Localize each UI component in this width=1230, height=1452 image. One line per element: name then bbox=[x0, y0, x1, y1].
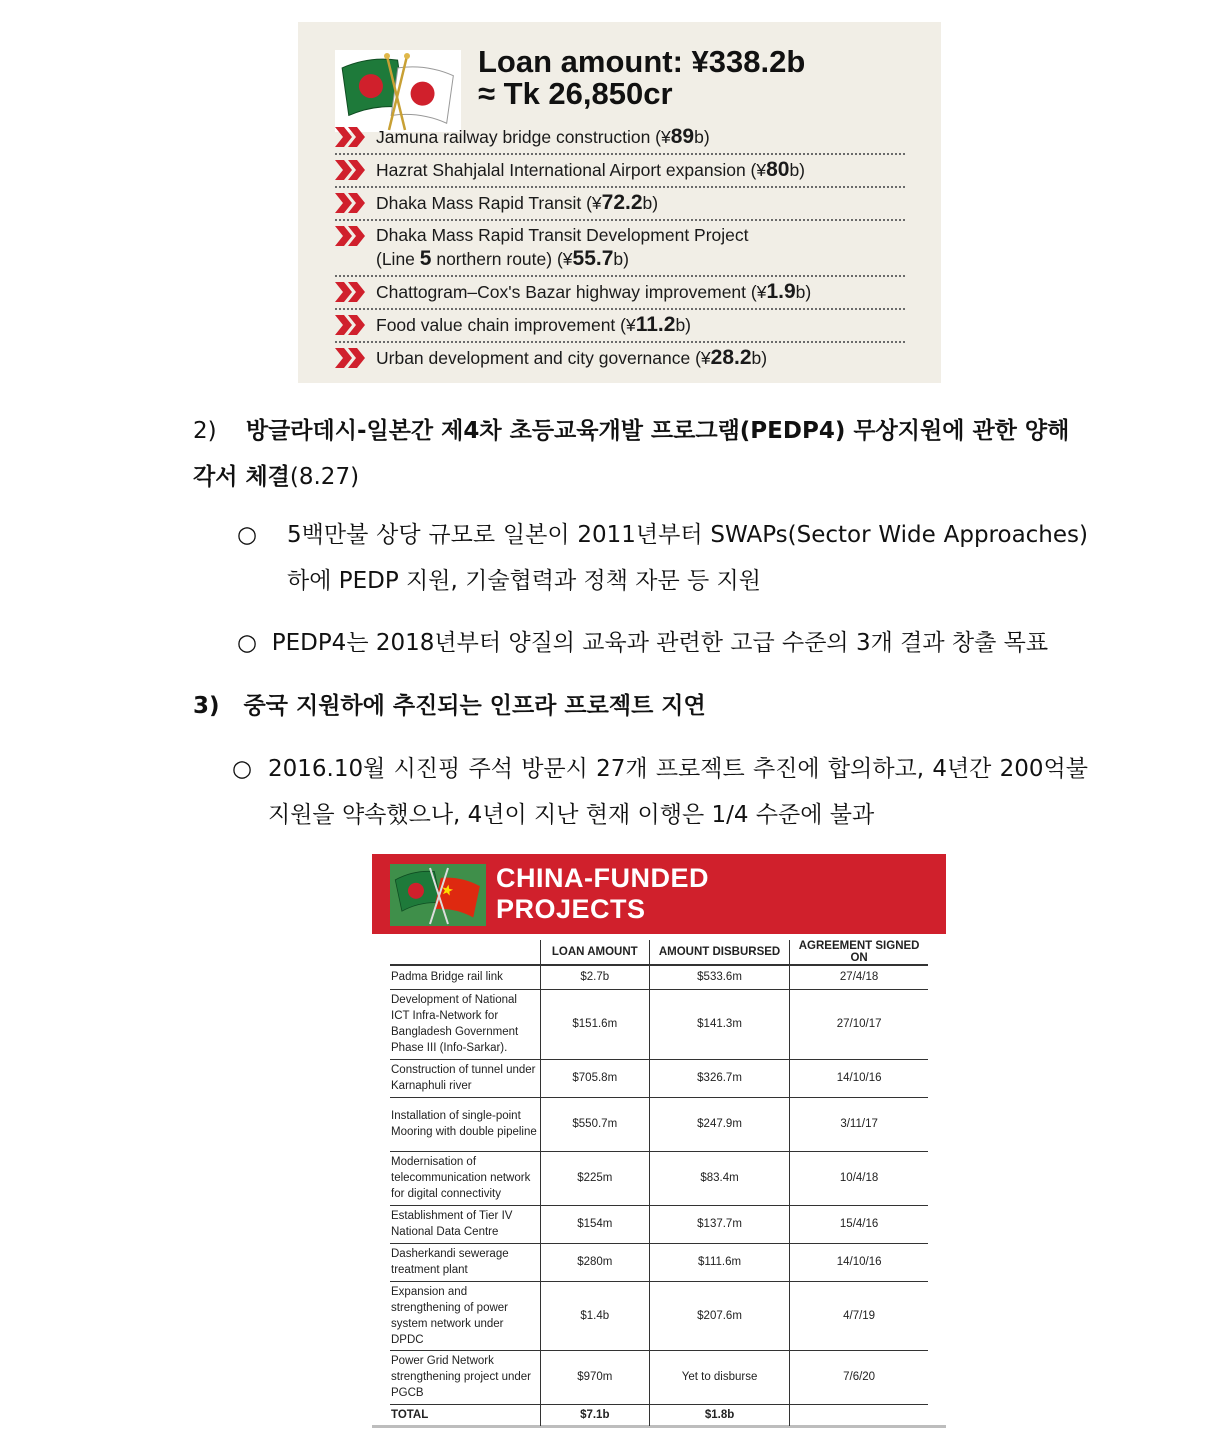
loan-item-label: Food value chain improvement (¥ bbox=[376, 315, 636, 335]
table-row bbox=[390, 1151, 928, 1205]
agreement-signed: 27/4/18 bbox=[790, 965, 928, 989]
chevron-right-icon bbox=[335, 315, 369, 335]
loan-project-list bbox=[335, 122, 905, 374]
list-item bbox=[335, 277, 905, 310]
section-date: (8.27) bbox=[289, 464, 360, 490]
amount-disbursed: $207.6m bbox=[649, 1281, 789, 1350]
bullet-text: 5백만불 상당 규모로 일본이 2011년부터 SWAPs(Sector Wide Approaches)하에 PEDP 지원, 기술협력과 정책 자문 등 지원 bbox=[287, 522, 1088, 594]
project-name: Modernisation of telecommunication network for digital connectivity bbox=[390, 1151, 540, 1205]
table-row bbox=[390, 1350, 928, 1404]
column-header-loan-amount: LOAN AMOUNT bbox=[540, 940, 649, 965]
agreement-signed: 14/10/16 bbox=[790, 1059, 928, 1097]
list-item bbox=[335, 155, 905, 188]
loan-item-unit: b) bbox=[694, 127, 710, 147]
amount-disbursed: $247.9m bbox=[649, 1097, 789, 1151]
loan-item-label: Jamuna railway bridge construction (¥ bbox=[376, 127, 671, 147]
table-total-row bbox=[390, 1404, 928, 1426]
china-funded-projects-infographic bbox=[372, 854, 946, 1428]
table-row bbox=[390, 965, 928, 989]
loan-item-amount: 80 bbox=[766, 158, 790, 181]
agreement-signed: 7/6/20 bbox=[790, 1350, 928, 1404]
project-name: Expansion and strengthening of power system network under DPDC bbox=[390, 1281, 540, 1350]
total-loan-amount: $7.1b bbox=[540, 1404, 649, 1426]
agreement-signed: 4/7/19 bbox=[790, 1281, 928, 1350]
amount-disbursed: $83.4m bbox=[649, 1151, 789, 1205]
chevron-right-icon bbox=[335, 160, 369, 180]
section-title: 방글라데시-일본간 제4차 초등교육개발 프로그램(PEDP4) 무상지원에 관한 양해각서 체결 bbox=[193, 418, 1070, 490]
loan-item-label-mid: northern route) (¥ bbox=[431, 249, 573, 269]
chevron-right-icon bbox=[335, 193, 369, 213]
list-item bbox=[335, 343, 905, 374]
loan-item-amount: 89 bbox=[670, 125, 695, 148]
loan-item-amount: 28.2 bbox=[710, 346, 752, 369]
section-2-heading bbox=[193, 408, 1088, 500]
project-name: Establishment of Tier IV National Data Centre bbox=[390, 1205, 540, 1243]
china-title bbox=[496, 863, 709, 925]
loan-amount: $705.8m bbox=[540, 1059, 649, 1097]
agreement-signed: 15/4/16 bbox=[790, 1205, 928, 1243]
loan-amount: $550.7m bbox=[540, 1097, 649, 1151]
section-title: 중국 지원하에 추진되는 인프라 프로젝트 지연 bbox=[243, 693, 706, 719]
loan-item-line-number: 5 bbox=[419, 247, 432, 270]
circle-bullet-icon: ○ bbox=[237, 630, 258, 656]
table-row bbox=[390, 1281, 928, 1350]
bullet-text: 2016.10월 시진핑 주석 방문시 27개 프로젝트 추진에 합의하고, 4년간 200억불 지원을 약속했으나, 4년이 지난 현재 이행은 1/4 수준에 불과 bbox=[268, 756, 1088, 828]
agreement-signed: 3/11/17 bbox=[790, 1097, 928, 1151]
project-name: Construction of tunnel under Karnaphuli river bbox=[390, 1059, 540, 1097]
total-agreement-signed bbox=[790, 1404, 928, 1426]
amount-disbursed: $137.7m bbox=[649, 1205, 789, 1243]
project-name: Dasherkandi sewerage treatment plant bbox=[390, 1243, 540, 1281]
loan-item-unit: b) bbox=[789, 160, 806, 180]
loan-item-amount: 55.7 bbox=[572, 247, 614, 270]
loan-amount-taka: ≈ Tk 26,850cr bbox=[478, 76, 673, 111]
amount-disbursed: $533.6m bbox=[649, 965, 789, 989]
table-header-row bbox=[390, 940, 928, 965]
loan-amount-yen: Loan amount: ¥338.2b bbox=[478, 44, 806, 79]
amount-disbursed: $141.3m bbox=[649, 989, 789, 1059]
project-name: Padma Bridge rail link bbox=[390, 965, 540, 989]
loan-item-amount: 1.9 bbox=[766, 280, 796, 303]
agreement-signed: 10/4/18 bbox=[790, 1151, 928, 1205]
circle-bullet-icon: ○ bbox=[232, 756, 253, 782]
project-name: Installation of single-point Mooring with double pipeline bbox=[390, 1097, 540, 1151]
loan-item-amount: 72.2 bbox=[601, 191, 643, 214]
table-row bbox=[390, 1059, 928, 1097]
bangladesh-japan-flags-icon bbox=[335, 50, 461, 132]
table-row bbox=[390, 989, 928, 1059]
loan-item-unit: b) bbox=[675, 315, 691, 335]
column-header-project bbox=[390, 940, 540, 965]
table-row bbox=[390, 1205, 928, 1243]
list-item bbox=[335, 221, 905, 277]
amount-disbursed: $326.7m bbox=[649, 1059, 789, 1097]
list-item bbox=[335, 310, 905, 343]
loan-amount: $280m bbox=[540, 1243, 649, 1281]
loan-item-unit: b) bbox=[751, 348, 768, 368]
china-title-line2: PROJECTS bbox=[496, 894, 646, 924]
loan-item-amount: 11.2 bbox=[635, 313, 676, 336]
amount-disbursed: Yet to disburse bbox=[649, 1350, 789, 1404]
china-projects-table bbox=[390, 940, 928, 1426]
loan-item-label-line1: Dhaka Mass Rapid Transit Development Project bbox=[376, 225, 749, 245]
loan-item-label: Urban development and city governance (¥ bbox=[376, 348, 711, 368]
loan-amount: $1.4b bbox=[540, 1281, 649, 1350]
project-name: Development of National ICT Infra-Network for Bangladesh Government Phase III (Info-Sarkar). bbox=[390, 989, 540, 1059]
loan-item-label: Dhaka Mass Rapid Transit (¥ bbox=[376, 193, 602, 213]
loan-item-unit: b) bbox=[642, 193, 659, 213]
total-amount-disbursed: $1.8b bbox=[649, 1404, 789, 1426]
loan-amount: $225m bbox=[540, 1151, 649, 1205]
amount-disbursed: $111.6m bbox=[649, 1243, 789, 1281]
loan-item-label: Chattogram–Cox's Bazar highway improvement (¥ bbox=[376, 282, 767, 302]
japan-loan-infographic bbox=[298, 22, 941, 383]
agreement-signed: 27/10/17 bbox=[790, 989, 928, 1059]
loan-amount-title bbox=[478, 46, 805, 110]
loan-amount: $151.6m bbox=[540, 989, 649, 1059]
section-3-heading bbox=[193, 683, 706, 729]
chevron-right-icon bbox=[335, 282, 369, 302]
chevron-right-icon bbox=[335, 226, 369, 246]
loan-item-label: Hazrat Shahjalal International Airport expansion (¥ bbox=[376, 160, 767, 180]
total-label: TOTAL bbox=[391, 1409, 429, 1422]
list-item bbox=[335, 188, 905, 221]
table-row bbox=[390, 1097, 928, 1151]
loan-item-label: (Line bbox=[376, 249, 420, 269]
circle-bullet-icon: ○ bbox=[237, 522, 258, 548]
china-title-line1: CHINA-FUNDED bbox=[496, 863, 709, 893]
loan-item-unit: b) bbox=[795, 282, 812, 302]
chevron-right-icon bbox=[335, 127, 369, 147]
loan-item-unit: b) bbox=[613, 249, 629, 269]
bullet-text: PEDP4는 2018년부터 양질의 교육과 관련한 고급 수준의 3개 결과 창출 목표 bbox=[271, 630, 1049, 656]
bullet-item bbox=[237, 620, 1048, 666]
section-number: 3) bbox=[193, 693, 220, 719]
list-item bbox=[335, 122, 905, 155]
column-header-agreement-signed: AGREEMENT SIGNED ON bbox=[790, 940, 928, 965]
section-number: 2) bbox=[193, 418, 217, 444]
project-name: Power Grid Network strengthening project under PGCB bbox=[390, 1350, 540, 1404]
loan-amount: $970m bbox=[540, 1350, 649, 1404]
table-row bbox=[390, 1243, 928, 1281]
agreement-signed: 14/10/16 bbox=[790, 1243, 928, 1281]
column-header-amount-disbursed: AMOUNT DISBURSED bbox=[649, 940, 789, 965]
chevron-right-icon bbox=[335, 348, 369, 368]
bangladesh-china-flags-icon bbox=[390, 864, 486, 926]
loan-amount: $154m bbox=[540, 1205, 649, 1243]
china-header-banner bbox=[372, 854, 946, 934]
loan-amount: $2.7b bbox=[540, 965, 649, 989]
